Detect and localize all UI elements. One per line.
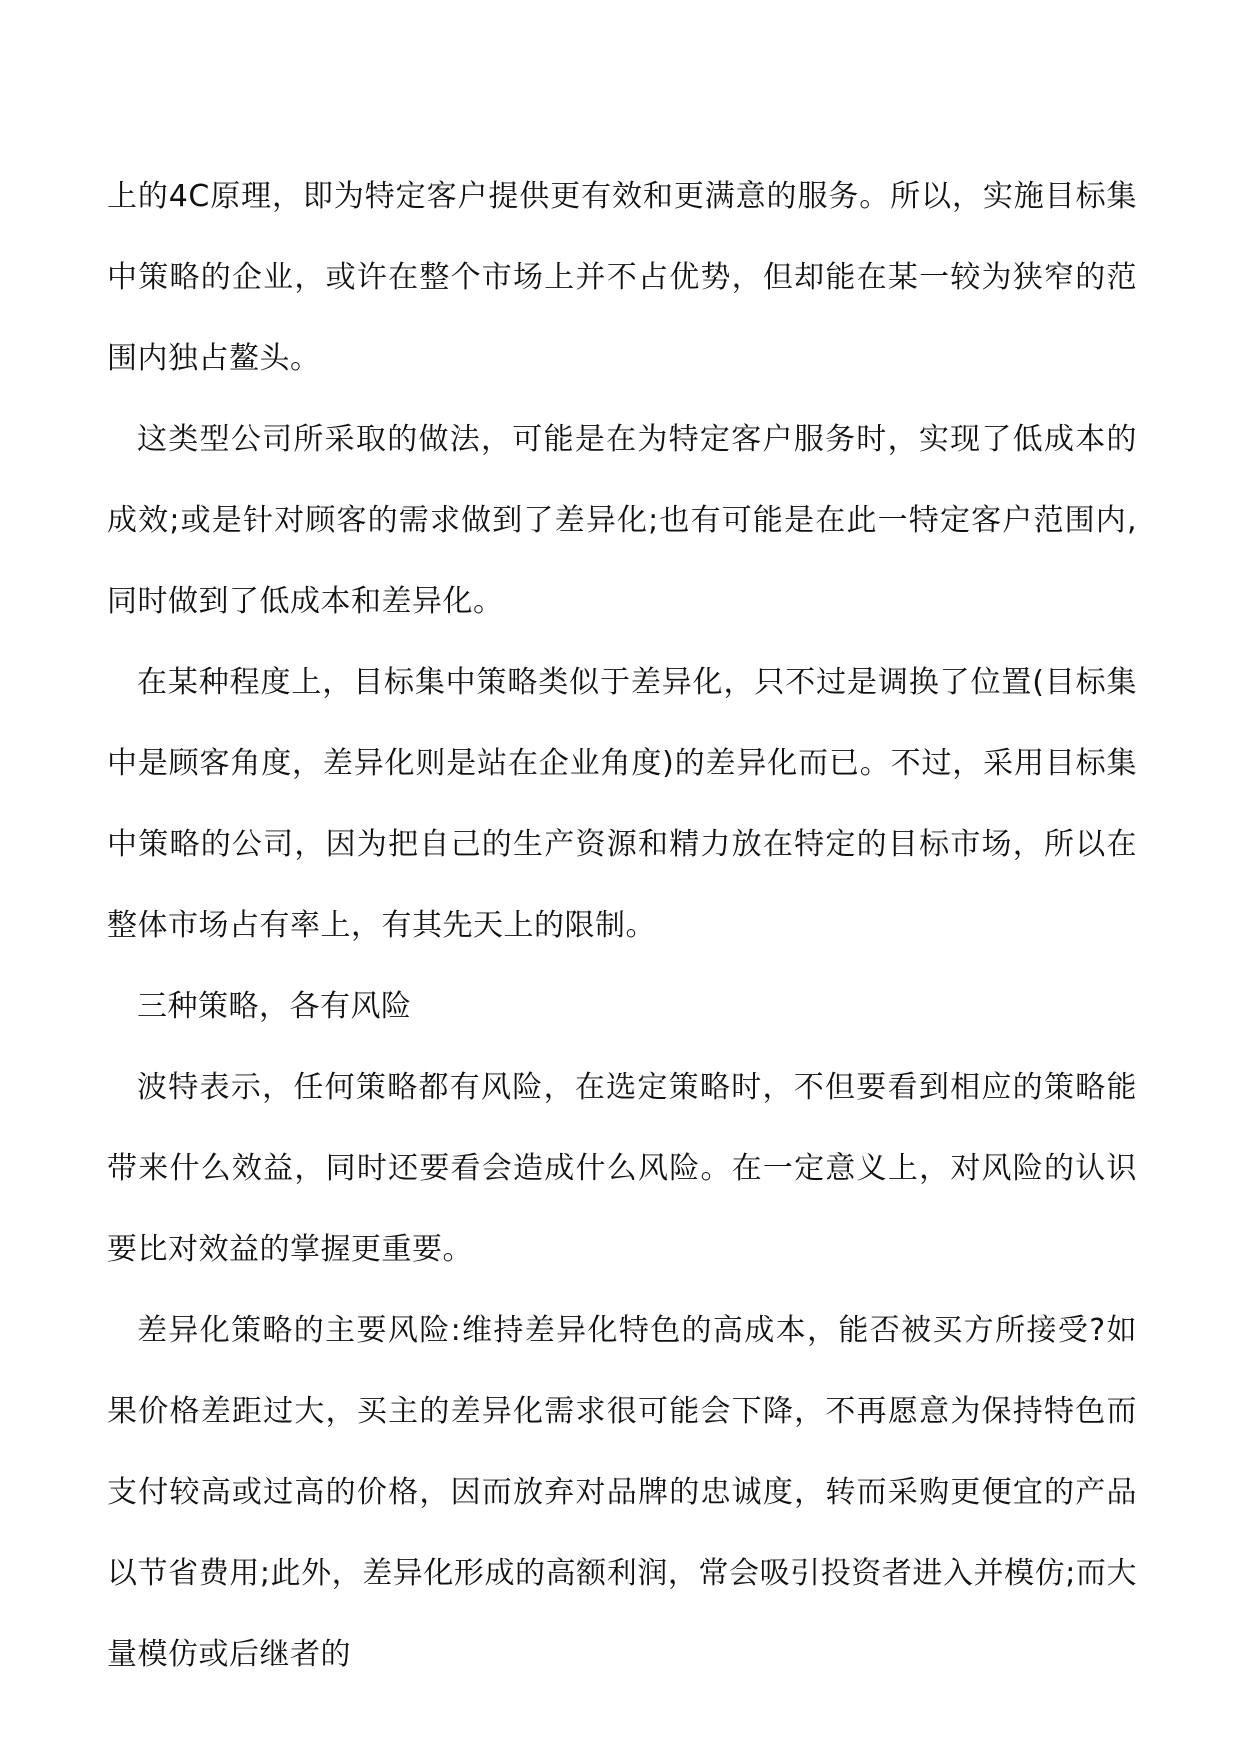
paragraph: 在某种程度上，目标集中策略类似于差异化，只不过是调换了位置(目标集中是顾客角度，差异化则是站在企业角度)的差异化而已。不过，采用目标集中策略的公司，因为把自己的生产资源和精力放在特定的目标市场，所以在整体市场占有率上，有其先天上的限制。 xyxy=(107,665,1137,943)
paragraph: 这类型公司所采取的做法，可能是在为特定客户服务时，实现了低成本的成效;或是针对顾客的需求做到了差异化;也有可能是在此一特定客户范围内,同时做到了低成本和差异化。 xyxy=(107,422,1137,619)
section-heading: 三种策略，各有风险 xyxy=(137,989,412,1024)
paragraph-continuation: 上的4C原理，即为特定客户提供更有效和更满意的服务。所以，实施目标集中策略的企业，或许在整个市场上并不占优势，但却能在某一较为狭窄的范围内独占鳌头。 xyxy=(107,179,1137,376)
document-body xyxy=(107,156,1137,1695)
paragraph: 差异化策略的主要风险:维持差异化特色的高成本，能否被买方所接受?如果价格差距过大，买主的差异化需求很可能会下降，不再愿意为保持特色而支付较高或过高的价格，因而放弃对品牌的忠诚度，转而采购更便宜的产品以节省费用;此外，差异化形成的高额利润，常会吸引投资者进入并模仿;而大量模仿或后继者的 xyxy=(107,1313,1137,1672)
paragraph: 波特表示，任何策略都有风险，在选定策略时，不但要看到相应的策略能带来什么效益，同时还要看会造成什么风险。在一定意义上，对风险的认识要比对效益的掌握更重要。 xyxy=(107,1070,1137,1267)
